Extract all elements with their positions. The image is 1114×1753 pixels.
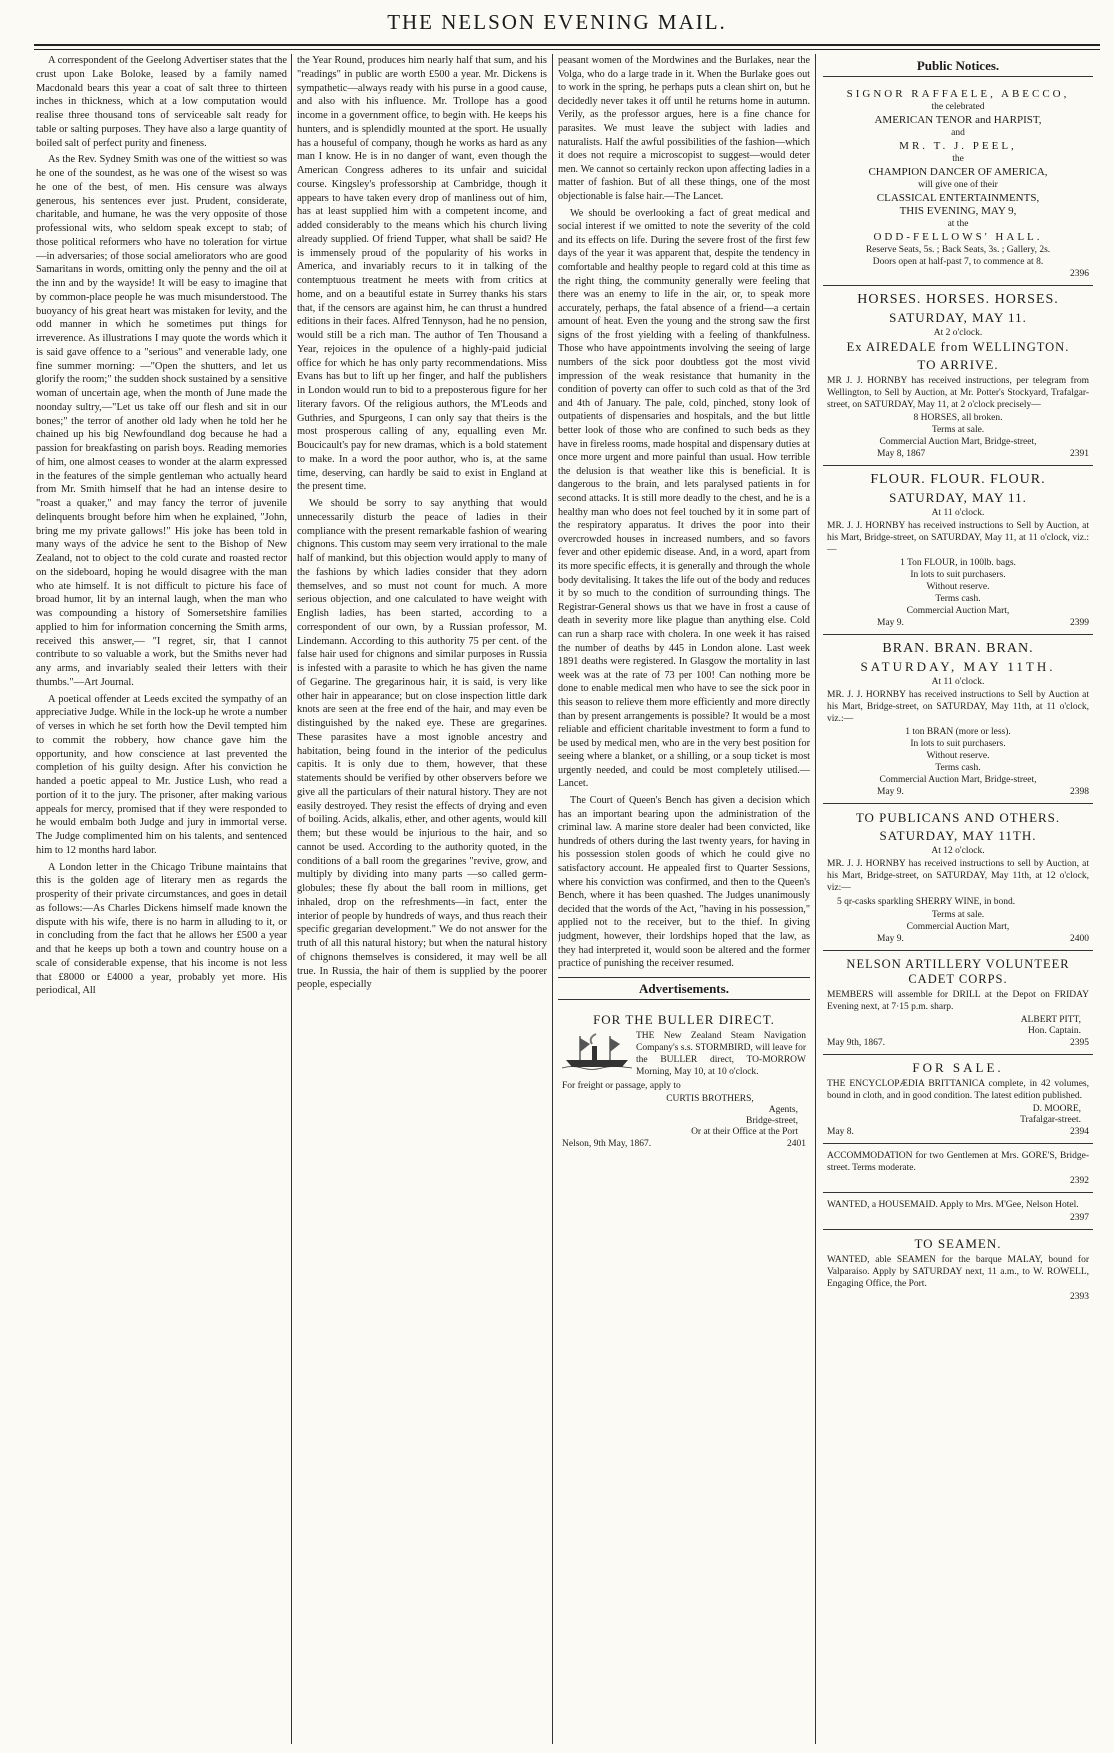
column-3 bbox=[558, 54, 810, 1744]
article-paragraph: As the Rev. Sydney Smith was one of the wittiest so was he one of the soundest, as he was one of the wisest so was he one of the best, of men. His censure was always generous, his sentences ever just. Prudent, considerate, charitable, and humane, he was the very opposite of those professional wits, who seldom speak except to stab; of those political reformers who have no toleration for virtue—in adversaries; of those social ameliorators who are good Samaritans in words, omitting only the penny and the oil at the inn and by the wayside! It will be easy to imagine that by common-place people he was much misunderstood. The buoyancy of his great heart was mistaken for levity, and the odd manner in which he sometimes put things for irreverence. As illustrations I may quote the words which it is said gave offence to a "serious" and venerable lady, one fine summer morning: —"Open the shutters, and let us glorify the room;" the sudden shock sustained by a sensitive woman of uncertain age, when the month of June made the noonday sultry,—"Let us take off our flesh and sit in our bones;" the terror of another old lady when he told her he chained up his big Newfoundland dog because he had a passion for breakfasting on parish boys. Reading memories of him, one almost ceases to wonder at the alarm expressed in the features of the simple gentleman who actually heard from Mr. Smith himself that he had an intense desire to "roast a quaker," and may fancy the terror of juvenile delinquents brought before him when he explained, "John, bring me my private gallows!" His joke has been told in many ways of the advice he sent to the Bishop of New Zealand, not to object to the cold curate and roasted rector on the sideboard, hoping he would disagree with the man who ate himself. It is not difficult to picture his face of broad humor, lit by an internal laugh, when the man who was compounding a history of Somersetshire families applied to him for information concerning the Smith arms, received this answer,— "I regret, sir, that I cannot contribute to so valuable a work, but the Smiths never had any arms, and invariably sealed their letters with their thumbs."—Art Journal. bbox=[36, 154, 287, 688]
article-paragraph: We should be overlooking a fact of great medical and social interest if we omitted to note the severity of the cold and its effects on life. During the severe frost of the first few days of the year it was apparent that, despite the tendency in comfortable and healthy people to regard cold at this time as the right thing, the community generally were feeling that there was an enemy to life in the air, or, to speak more accurately, perhaps, the fatal absence of a friend—a certain amount of heat. Even the young and the strong saw the first signs of the frost yielding with a feeling of thankfulness. Those who have appointments involving the seeing of large numbers of the sick poor doubtless got the most vivid impression of the weak resistance that humanity in the condition of poverty can offer to such cold as that of the 3rd and 4th of January. The pale, cold, pinched, stony look of outpatients of dispensaries and hospitals, and the but little better look of those who are confined to such beds as they have in fireless rooms, made hospital and dispensary duties at once more urgent and more painful than usual. How terrible the delusion is that weather like this is beneficial. It is dangerous to the brain, and lets paralysed patients in for second attacks. It is still more deadly to the chest, and he is a healthy man who does not feel touched by it in some part of the respiratory apparatus. It drives the poor into their overcrowded houses in increased numbers, and so favors fever and other epidemic disease. And, in a word, apart from its more specific effects, it is generally and through the whole body devitalising. It takes the life out of the body and reduces it by so much to the condition of surrounding things. The Registrar-General shows us that we have in frost a cause of death in severity more like plague than anything else. Cold can run a sharp race with cholera. In one week it has raised the number of deaths by 445 in London alone. Last week 1891 deaths were registered. In Glasgow the mortality in last week was at the rate of 73 per 100! Can nothing more be done to enable medical men who have to see the sick poor in this season to relieve them more efficiently and more directly than by present arrangements is possible? It would be a most reliable and efficient charitable investment to form a fund to be used by medical men, who are in the very best position for seeing where a blanket, or a shilling, or a soup ticket is most urgently needed, and could be most completely utilised.—Lancet. bbox=[558, 207, 810, 790]
ad-number: 2396 bbox=[1070, 269, 1089, 279]
ad-heading: NELSON ARTILLERY VOLUNTEER CADET CORPS. bbox=[846, 957, 1070, 986]
ad-body: MR. J. J. HORNBY has received instructions to Sell by Auction, at his Mart, Bridge-street, on SATURDAY, May 11, at 11 o'clock, viz.:— bbox=[827, 521, 1089, 555]
ad-line: Without reserve. bbox=[926, 751, 990, 761]
ad-heading: FLOUR. FLOUR. FLOUR. bbox=[870, 472, 1046, 487]
column-divider bbox=[291, 54, 292, 1744]
ad-agent-line: Or at their Office at the Port bbox=[691, 1126, 798, 1137]
ad-date: May 8, 1867 bbox=[877, 449, 926, 459]
ad-heading: HORSES. HORSES. HORSES. bbox=[857, 292, 1059, 307]
ad-date: May 9. bbox=[877, 934, 904, 944]
masthead-rule-thin bbox=[34, 49, 1100, 50]
ad-body: MR. J. J. HORNBY has received instructions to Sell by Auction at his Mart, Bridge-street, on SATURDAY, May 11th, at 11 o'clock, viz.:— bbox=[827, 690, 1089, 724]
ad-flour bbox=[823, 466, 1093, 635]
ad-heading: TO SEAMEN. bbox=[914, 1236, 1002, 1251]
ad-number: 2395 bbox=[1070, 1038, 1089, 1048]
ad-line: In lots to suit purchasers. bbox=[910, 570, 1006, 580]
steamship-icon bbox=[562, 1030, 632, 1070]
ad-line: ODD-FELLOWS' HALL. bbox=[873, 231, 1043, 243]
article-paragraph: The Court of Queen's Bench has given a decision which has an important bearing upon the administration of the criminal law. A marine store dealer had been convicted, like hundreds of others during the last twenty years, for having in his possession stolen goods of which he could give no satisfactory account. He appealed first to Quarter Sessions, where his conviction was confirmed, and then to the Queen's Bench, where it has been quashed. The Judges unanimously decided that the words of the Act, "having in his possession," applied not to the receiver, but to the thief. In giving judgment, however, their lordships hoped that the law, as they had interpreted it, would soon be altered and the former practice of punishing the receiver resumed. bbox=[558, 795, 810, 970]
ad-date-heading: SATURDAY, MAY 11. bbox=[889, 310, 1027, 325]
ad-body: WANTED, able SEAMEN for the barque MALAY, bound for Valparaiso. Apply by SATURDAY next, 11 a.m., to W. ROWELL, Engaging Office, the Port. bbox=[827, 1255, 1089, 1289]
column-1 bbox=[36, 54, 287, 1744]
ad-bran bbox=[823, 635, 1093, 804]
ad-body: MR J. J. HORNBY has received instructions, per telegram from Wellington, to Sell by Auction, at Mr. Potter's Stockyard, Trafalgar-street, on SATURDAY, May 11, at 2 o'clock precisely— bbox=[827, 376, 1089, 410]
ad-line: and bbox=[951, 128, 965, 138]
ad-line: AMERICAN TENOR and HARPIST, bbox=[874, 114, 1042, 126]
ad-number: 2391 bbox=[1070, 449, 1089, 459]
ad-signature: Hon. Captain. bbox=[1027, 1026, 1081, 1036]
ad-line: TO ARRIVE. bbox=[917, 357, 999, 372]
ad-line: the bbox=[952, 154, 964, 164]
ad-terms: Terms at sale. bbox=[931, 425, 985, 435]
ad-entertainment bbox=[823, 83, 1093, 286]
ad-line: CHAMPION DANCER OF AMERICA, bbox=[868, 166, 1048, 178]
masthead-rule bbox=[34, 44, 1100, 46]
ad-line: THIS EVENING, MAY 9, bbox=[899, 205, 1017, 217]
ad-number: 2393 bbox=[1070, 1292, 1089, 1302]
ad-time: At 11 o'clock. bbox=[931, 508, 985, 518]
ad-date: May 9. bbox=[877, 618, 904, 628]
ad-agent-line: Agents, bbox=[768, 1104, 798, 1115]
ad-date-heading: SATURDAY, MAY 11TH. bbox=[860, 659, 1056, 674]
ad-number: 2401 bbox=[787, 1138, 806, 1149]
ad-agent-line: Bridge-street, bbox=[746, 1115, 798, 1126]
masthead-title: THE NELSON EVENING MAIL. bbox=[387, 10, 727, 34]
ad-time: At 12 o'clock. bbox=[931, 846, 985, 856]
ad-item: 5 qr-casks sparkling SHERRY WINE, in bond. bbox=[837, 897, 1016, 907]
ad-heading: BRAN. BRAN. BRAN. bbox=[882, 641, 1034, 656]
ad-mart: Commercial Auction Mart, Bridge-street, bbox=[879, 775, 1037, 785]
ad-number: 2400 bbox=[1070, 934, 1089, 944]
ad-buller-direct bbox=[558, 1006, 810, 1155]
ad-number: 2399 bbox=[1070, 618, 1089, 628]
ad-line: SIGNOR RAFFAELE, ABECCO, bbox=[846, 88, 1070, 100]
ad-item: 1 Ton FLOUR, in 100lb. bags. bbox=[900, 558, 1016, 568]
ad-date-heading: SATURDAY, MAY 11TH. bbox=[879, 828, 1037, 843]
ad-line: Doors open at half-past 7, to commence at 8. bbox=[872, 257, 1044, 267]
ad-terms: Terms at sale. bbox=[931, 910, 985, 920]
column-divider bbox=[552, 54, 553, 1744]
ad-item: 8 HORSES, all broken. bbox=[913, 413, 1003, 423]
article-paragraph: A poetical offender at Leeds excited the sympathy of an appreciative Judge. While in the lock-up he wrote a number of verses in which he set forth how the Devil tempted him to commit the robbery, how chance gave him the opportunity, and how conscience at last prevented the completion of his guilty design. After his conviction he handed a poetic appeal to Mr. Justice Lush, who read a portion of it to the jury. The prisoner, after making various appeals for mercy, promised that if they were responded to he would embalm both Judge and jury in immortal verse. The Judge complimented him on his talents, and sentenced him to 12 months hard labor. bbox=[36, 693, 287, 856]
ad-number: 2397 bbox=[1070, 1213, 1089, 1223]
ad-signature: Trafalgar-street. bbox=[1020, 1115, 1081, 1125]
article-paragraph: the Year Round, produces him nearly half that sum, and his "readings" in public are worth £500 a year. Mr. Dickens is sympathetic—always ready with his purse in a good cause, and also with his influence. Mr. Trollope has a good income in a government office, to begin with. He keeps his hunters, and is splendidly mounted at the sport. He usually has a houseful of company, though he works as hard as any man I know. He is in no danger of want, even though the American Congress adheres to its unfair and suicidal course. Kingsley's professorship at Cambridge, though it appears to have taken every drop of manliness out of him, has at least supplied him with a competent income, and added considerably to the means which his church living already supplied. Of friend Tupper, what shall be said? He is immensely proud of the popularity of his works in America, and invariably recurs to it in talking of the contemptuous treatment he meets with from critics at home, and on a beautiful estate in Surrey thanks his stars that, if the censors are against him, he can thrust a hundred editions in their faces. Alfred Tennyson, had he no pension, would still be a rich man. The author of Ten Thousand a Year, rejoices in the opulence of a highly-paid judicial office for which he has only party recommendations. Miss Evans has but to lift up her finger, and half the publishers in London would run to bid to a preposterous figure for her literary favors. Of the religious authors, the M'Leods and Guthries, and Spurgeons, I can only say that theirs is the most prosperous calling of any, equalling even Mr. Boucicault's pay for new dramas, which is a bold statement to make. In a word the poor author, who is, at the same time, deserving, can hardly be said to exist in England at the present time. bbox=[297, 55, 547, 493]
ad-line: CLASSICAL ENTERTAINMENTS, bbox=[876, 192, 1040, 204]
ad-title: FOR THE BULLER DIRECT. bbox=[593, 1011, 775, 1027]
ad-for-sale bbox=[823, 1055, 1093, 1144]
article-paragraph: peasant women of the Mordwines and the Burlakes, near the Volga, who do a large trade in it. When the Burlake goes out to work in the spring, he perhaps puts a clean shirt on, but he decidedly never takes it off until he returns home in autumn. Verily, as the professor argues, here is a fine chance for parasites. We must leave the subject with ladies and naturalists. Half the awful possibilities of the fashion—which it does not require a microscopist to suggest—would deter men. We cannot so certainly reckon upon affecting ladies in a matter of fashion. But of all these things, one of the most objectionable is false hair.—The Lancet. bbox=[558, 55, 810, 202]
article-paragraph: A London letter in the Chicago Tribune maintains that this is the golden age of literary men as regards the prosperity of their private circumstances, and goes in detail as follows:—As Charles Dickens himself made known the dispute with his wife, there is no harm in alluding to it, or in concluding from the fact that he allows her £500 a year and that he keeps up both a town and country house on a scale of considerable expense, that his income is not less that £8000 or £4000 a year, probably yet more. His periodical, All bbox=[36, 861, 287, 997]
ad-time: At 2 o'clock. bbox=[933, 328, 983, 338]
ad-agent: CURTIS BROTHERS, bbox=[666, 1093, 754, 1104]
ad-signature: D. MOORE, bbox=[1032, 1104, 1081, 1114]
ad-number: 2398 bbox=[1070, 787, 1089, 797]
ad-horses bbox=[823, 286, 1093, 466]
ad-accommodation bbox=[823, 1144, 1093, 1193]
ad-line: Ex AIREDALE from WELLINGTON. bbox=[846, 340, 1070, 354]
ad-date-heading: SATURDAY, MAY 11. bbox=[889, 490, 1027, 505]
article-paragraph: A correspondent of the Geelong Advertiser states that the crust upon Lake Boloke, leased by a family named Macdonald bears this year a coat of salt three to thirteen inches in thickness, which at a low computation would realise three thousand tons of serviceable salt ready for table or salting purposes. They have also a large quantity of boiled salt of perfect purity and fineness. bbox=[36, 55, 287, 149]
ad-number: 2392 bbox=[1070, 1176, 1089, 1186]
ad-terms: Terms cash. bbox=[935, 763, 981, 773]
ad-terms: Terms cash. bbox=[935, 594, 981, 604]
ad-publicans bbox=[823, 804, 1093, 951]
ad-cadet-corps bbox=[823, 951, 1093, 1055]
ad-mart: Commercial Auction Mart, bbox=[906, 606, 1010, 616]
ad-freight: For freight or passage, apply to bbox=[562, 1080, 681, 1091]
column-4 bbox=[823, 54, 1093, 1744]
ad-mart: Commercial Auction Mart, Bridge-street, bbox=[879, 437, 1037, 447]
ad-number: 2394 bbox=[1070, 1127, 1089, 1137]
public-notices-heading: Public Notices. bbox=[823, 58, 1093, 77]
ad-line: MR. T. J. PEEL, bbox=[899, 140, 1017, 152]
ad-line: will give one of their bbox=[918, 180, 998, 190]
ad-body: MEMBERS will assemble for DRILL at the Depot on FRIDAY Evening next, at 7·15 p.m. sharp. bbox=[827, 990, 1089, 1012]
column-divider bbox=[815, 54, 816, 1744]
article-paragraph: We should be sorry to say anything that would unnecessarily disturb the peace of ladies in their compliance with the present remarkable fashion of wearing chignons. This custom may seem very irrational to the male half of mankind, but this objection would apply to many of the fashions by which ladies consider that they adorn themselves, and so must not count for much. A more serious objection, and one calculated to have weight with English ladies, has been started, according to a correspondent of our own, by a Russian professor, M. Lindemann. According to this authority 75 per cent. of the false hair used for chignons and similar purposes in Russia is infested with a parasite to which he has given the name of Gegarine. The gregarinous hair, it is said, is very like other hair in appearance; but on close inspection little dark knots are seen at the free end of the hair, and may even be distinguished by the naked eye. These are gregarines. These parasites have a most ignoble ancestry and habitation, being found in the interior of the pediculus capitis. It is only due to them, however, that these statements should be verified by other observers before we give all the particulars of their natural history. They are not easily destroyed. They resist the effects of drying and even of boiling. Acids, alkalis, ether, and other agents, would kill them; but these would be injurious to the hair, and so cannot be used. According to the authority quoted, in the conditions of a ball room the gregarines "revive, grow, and multiply by dividing into many parts —so called germ-globules; these fly about the ball room in millions, get inhaled, drop on the refreshments—in fact, enter the interior of people by hundreds of ways, and thus reach their specific gregarian development." We do not answer for the truth of all this natural history; but when the natural history of chignons themselves is considered, it may well be all true. In Russia, the hair of them is supplied by the poorer people, especially bbox=[297, 498, 547, 991]
ad-line: at the bbox=[947, 219, 969, 229]
ad-mart: Commercial Auction Mart, bbox=[906, 922, 1010, 932]
ad-heading: TO PUBLICANS AND OTHERS. bbox=[855, 810, 1061, 825]
ad-signature: ALBERT PITT, bbox=[1020, 1015, 1081, 1025]
ad-date: May 8. bbox=[827, 1127, 854, 1137]
ad-item: 1 ton BRAN (more or less). bbox=[905, 727, 1011, 737]
ad-body: WANTED, a HOUSEMAID. Apply to Mrs. M'Gee, Nelson Hotel. bbox=[827, 1200, 1079, 1210]
ad-heading: FOR SALE. bbox=[912, 1060, 1004, 1075]
ad-time: At 11 o'clock. bbox=[931, 677, 985, 687]
advertisements-heading: Advertisements. bbox=[558, 977, 810, 1000]
ad-body: THE New Zealand Steam Navigation Company's s.s. STORMBIRD, will leave for the BULLER direct, TO-MORROW Morning, May 10, at 10 o'clock. bbox=[636, 1030, 806, 1077]
ad-date: May 9. bbox=[877, 787, 904, 797]
column-2 bbox=[297, 54, 547, 1744]
ad-body: ACCOMMODATION for two Gentlemen at Mrs. GORE'S, Bridge-street. Terms moderate. bbox=[827, 1151, 1089, 1173]
ad-body: THE ENCYCLOPÆDIA BRITTANICA complete, in 42 volumes, bound in cloth, and in good condition. The latest edition published. bbox=[827, 1079, 1089, 1101]
ad-date: Nelson, 9th May, 1867. bbox=[562, 1138, 652, 1149]
ad-line: Without reserve. bbox=[926, 582, 990, 592]
ad-line: the celebrated bbox=[931, 102, 985, 112]
ad-line: In lots to suit purchasers. bbox=[910, 739, 1006, 749]
ad-line: Reserve Seats, 5s. ; Back Seats, 3s. ; Gallery, 2s. bbox=[865, 245, 1051, 255]
ad-body: MR. J. J. HORNBY has received instructions to sell by Auction, at his Mart, Bridge-street, on SATURDAY, May 11th, at 12 o'clock, viz:— bbox=[827, 859, 1089, 893]
ad-date: May 9th, 1867. bbox=[827, 1038, 886, 1048]
ad-seamen bbox=[823, 1230, 1093, 1308]
ad-housemaid bbox=[823, 1193, 1093, 1230]
